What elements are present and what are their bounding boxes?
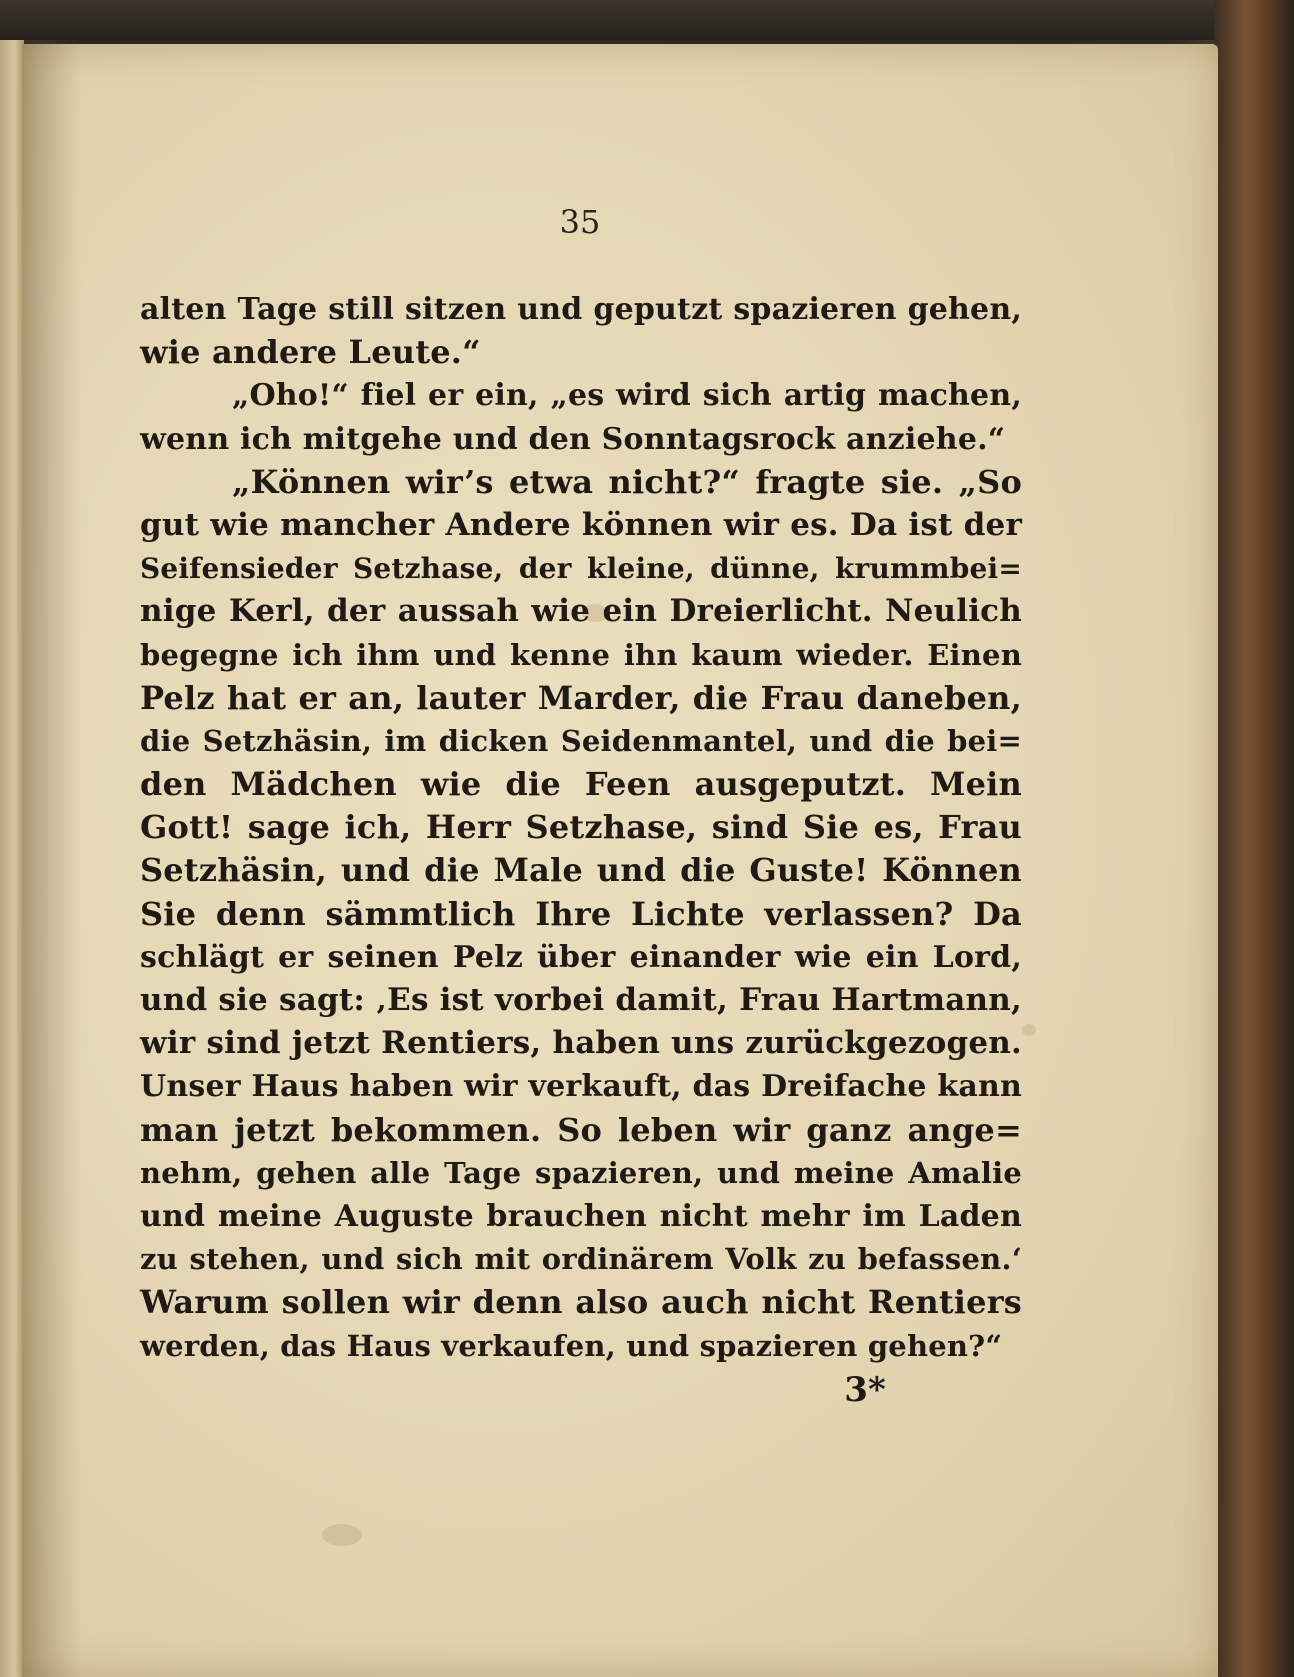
text-line: „Können wir’s etwa nicht?“ fragte sie. „So bbox=[232, 462, 1022, 501]
text-line: Gott! sage ich, Herr Setzhase, sind Sie es, Frau bbox=[140, 808, 1022, 847]
text-line: man jetzt bekommen. So leben wir ganz ange= bbox=[140, 1110, 1022, 1149]
text-line: die Setzhäsin, im dicken Seidenmantel, und die bei= bbox=[140, 723, 1022, 758]
text-line: werden, das Haus verkaufen, und spazieren gehen?“ bbox=[140, 1328, 1003, 1363]
text-line: nehm, gehen alle Tage spazieren, und meine Amalie bbox=[140, 1155, 1022, 1190]
body-text bbox=[140, 288, 1022, 1368]
text-line: Unser Haus haben wir verkauft, das Dreifache kann bbox=[140, 1069, 1022, 1105]
text-line: wie andere Leute.“ bbox=[140, 333, 481, 372]
paper-stain bbox=[1022, 1024, 1036, 1036]
text-line: wenn ich mitgehe und den Sonntagsrock anziehe.“ bbox=[140, 421, 1006, 457]
left-page-edge bbox=[0, 40, 24, 1677]
text-line: „Oho!“ fiel er ein, „es wird sich artig machen, bbox=[232, 378, 1022, 414]
text-line: Warum sollen wir denn also auch nicht Rentiers bbox=[140, 1283, 1022, 1322]
text-line: wir sind jetzt Rentiers, haben uns zurückgezogen. bbox=[140, 1025, 1022, 1062]
text-line: gut wie mancher Andere können wir es. Da ist der bbox=[140, 506, 1022, 543]
page-number: 35 bbox=[559, 203, 601, 241]
text-line: Setzhäsin, und die Male und die Guste! Können bbox=[140, 851, 1022, 890]
book-binding-right bbox=[1214, 0, 1294, 1677]
paper-stain bbox=[322, 1524, 362, 1546]
text-line: und meine Auguste brauchen nicht mehr im Laden bbox=[140, 1198, 1022, 1234]
text-line: Sie denn sämmtlich Ihre Lichte verlassen? Da bbox=[140, 894, 1022, 933]
text-line: begegne ich ihm und kenne ihn kaum wieder. Einen bbox=[140, 637, 1022, 672]
text-line: nige Kerl, der aussah wie ein Dreierlicht. Neulich bbox=[140, 593, 1022, 630]
signature-mark: 3* bbox=[844, 1370, 886, 1410]
text-line: schlägt er seinen Pelz über einander wie ein Lord, bbox=[140, 939, 1022, 975]
text-line: und sie sagt: ‚Es ist vorbei damit, Frau Hartmann, bbox=[140, 982, 1022, 1018]
text-line: zu stehen, und sich mit ordinärem Volk zu befassen.‘ bbox=[140, 1242, 1022, 1277]
text-line: Seifensieder Setzhase, der kleine, dünne, krummbei= bbox=[140, 552, 1022, 586]
text-line: den Mädchen wie die Feen ausgeputzt. Mein bbox=[140, 765, 1022, 804]
book-binding-top bbox=[0, 0, 1294, 40]
text-line: alten Tage still sitzen und geputzt spazieren gehen, bbox=[140, 292, 1022, 327]
text-line: Pelz hat er an, lauter Marder, die Frau daneben, bbox=[140, 678, 1022, 717]
gutter-shadow bbox=[22, 44, 82, 1677]
